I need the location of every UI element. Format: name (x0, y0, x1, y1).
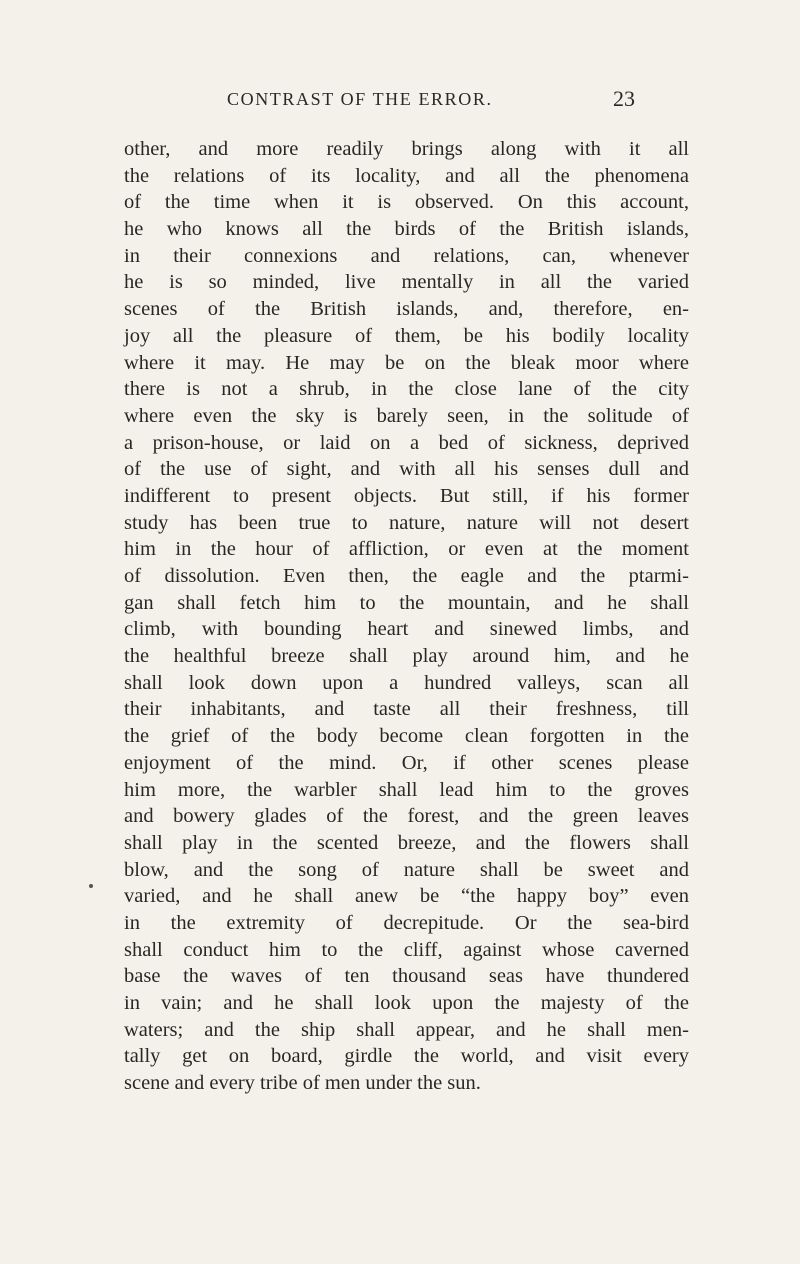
text-line: of the time when it is observed. On this account, (124, 191, 689, 214)
text-line: waters; and the ship shall appear, and he shall men- (124, 1018, 689, 1041)
text-line: study has been true to nature, nature will not desert (124, 511, 689, 534)
text-line: where even the sky is barely seen, in the solitude of (124, 404, 689, 427)
text-line: of the use of sight, and with all his senses dull and (124, 458, 689, 481)
text-line: him in the hour of affliction, or even at the moment (124, 538, 689, 561)
page-number: 23 (613, 86, 635, 111)
text-line: and bowery glades of the forest, and the green leaves (124, 805, 689, 828)
running-head (0, 86, 800, 116)
text-line: he is so minded, live mentally in all the varied (124, 271, 689, 294)
margin-ink-dot (89, 884, 93, 888)
text-line: the healthful breeze shall play around him, and he (124, 645, 689, 668)
text-line: blow, and the song of nature shall be sweet and (124, 858, 689, 881)
text-line: gan shall fetch him to the mountain, and he shall (124, 591, 689, 614)
text-line: scenes of the British islands, and, therefore, en- (124, 298, 689, 321)
text-line: in their connexions and relations, can, whenever (124, 244, 689, 267)
text-line: of dissolution. Even then, the eagle and the ptarmi- (124, 565, 689, 587)
text-line: other, and more readily brings along with it all (124, 138, 689, 160)
text-line: in vain; and he shall look upon the majesty of the (124, 992, 689, 1014)
text-line: in the extremity of decrepitude. Or the sea-bird (124, 911, 689, 934)
text-line: enjoyment of the mind. Or, if other scenes please (124, 751, 689, 774)
text-line: tally get on board, girdle the world, and visit every (124, 1045, 689, 1068)
text-line: their inhabitants, and taste all their freshness, till (124, 698, 689, 721)
text-line: indifferent to present objects. But still, if his former (124, 484, 689, 507)
text-line: base the waves of ten thousand seas have thundered (124, 965, 689, 988)
text-line: him more, the warbler shall lead him to the groves (124, 778, 689, 801)
text-line: the grief of the body become clean forgotten in the (124, 725, 689, 748)
text-line: scene and every tribe of men under the sun. (124, 1072, 481, 1095)
text-line: varied, and he shall anew be “the happy boy” even (124, 885, 689, 908)
text-line: climb, with bounding heart and sinewed limbs, and (124, 618, 689, 641)
text-line: a prison-house, or laid on a bed of sickness, deprived (124, 431, 689, 454)
text-line: shall play in the scented breeze, and the flowers shall (124, 831, 689, 854)
text-line: shall look down upon a hundred valleys, scan all (124, 671, 689, 694)
text-line: there is not a shrub, in the close lane of the city (124, 378, 689, 401)
text-line: joy all the pleasure of them, be his bodily locality (124, 324, 689, 347)
body-paragraph (124, 136, 689, 1097)
text-line: he who knows all the birds of the British islands, (124, 218, 689, 241)
text-line: the relations of its locality, and all the phenomena (124, 164, 689, 187)
text-line: where it may. He may be on the bleak moor where (124, 351, 689, 374)
text-line: shall conduct him to the cliff, against whose caverned (124, 938, 689, 961)
running-title: CONTRAST OF THE ERROR. (227, 89, 493, 109)
